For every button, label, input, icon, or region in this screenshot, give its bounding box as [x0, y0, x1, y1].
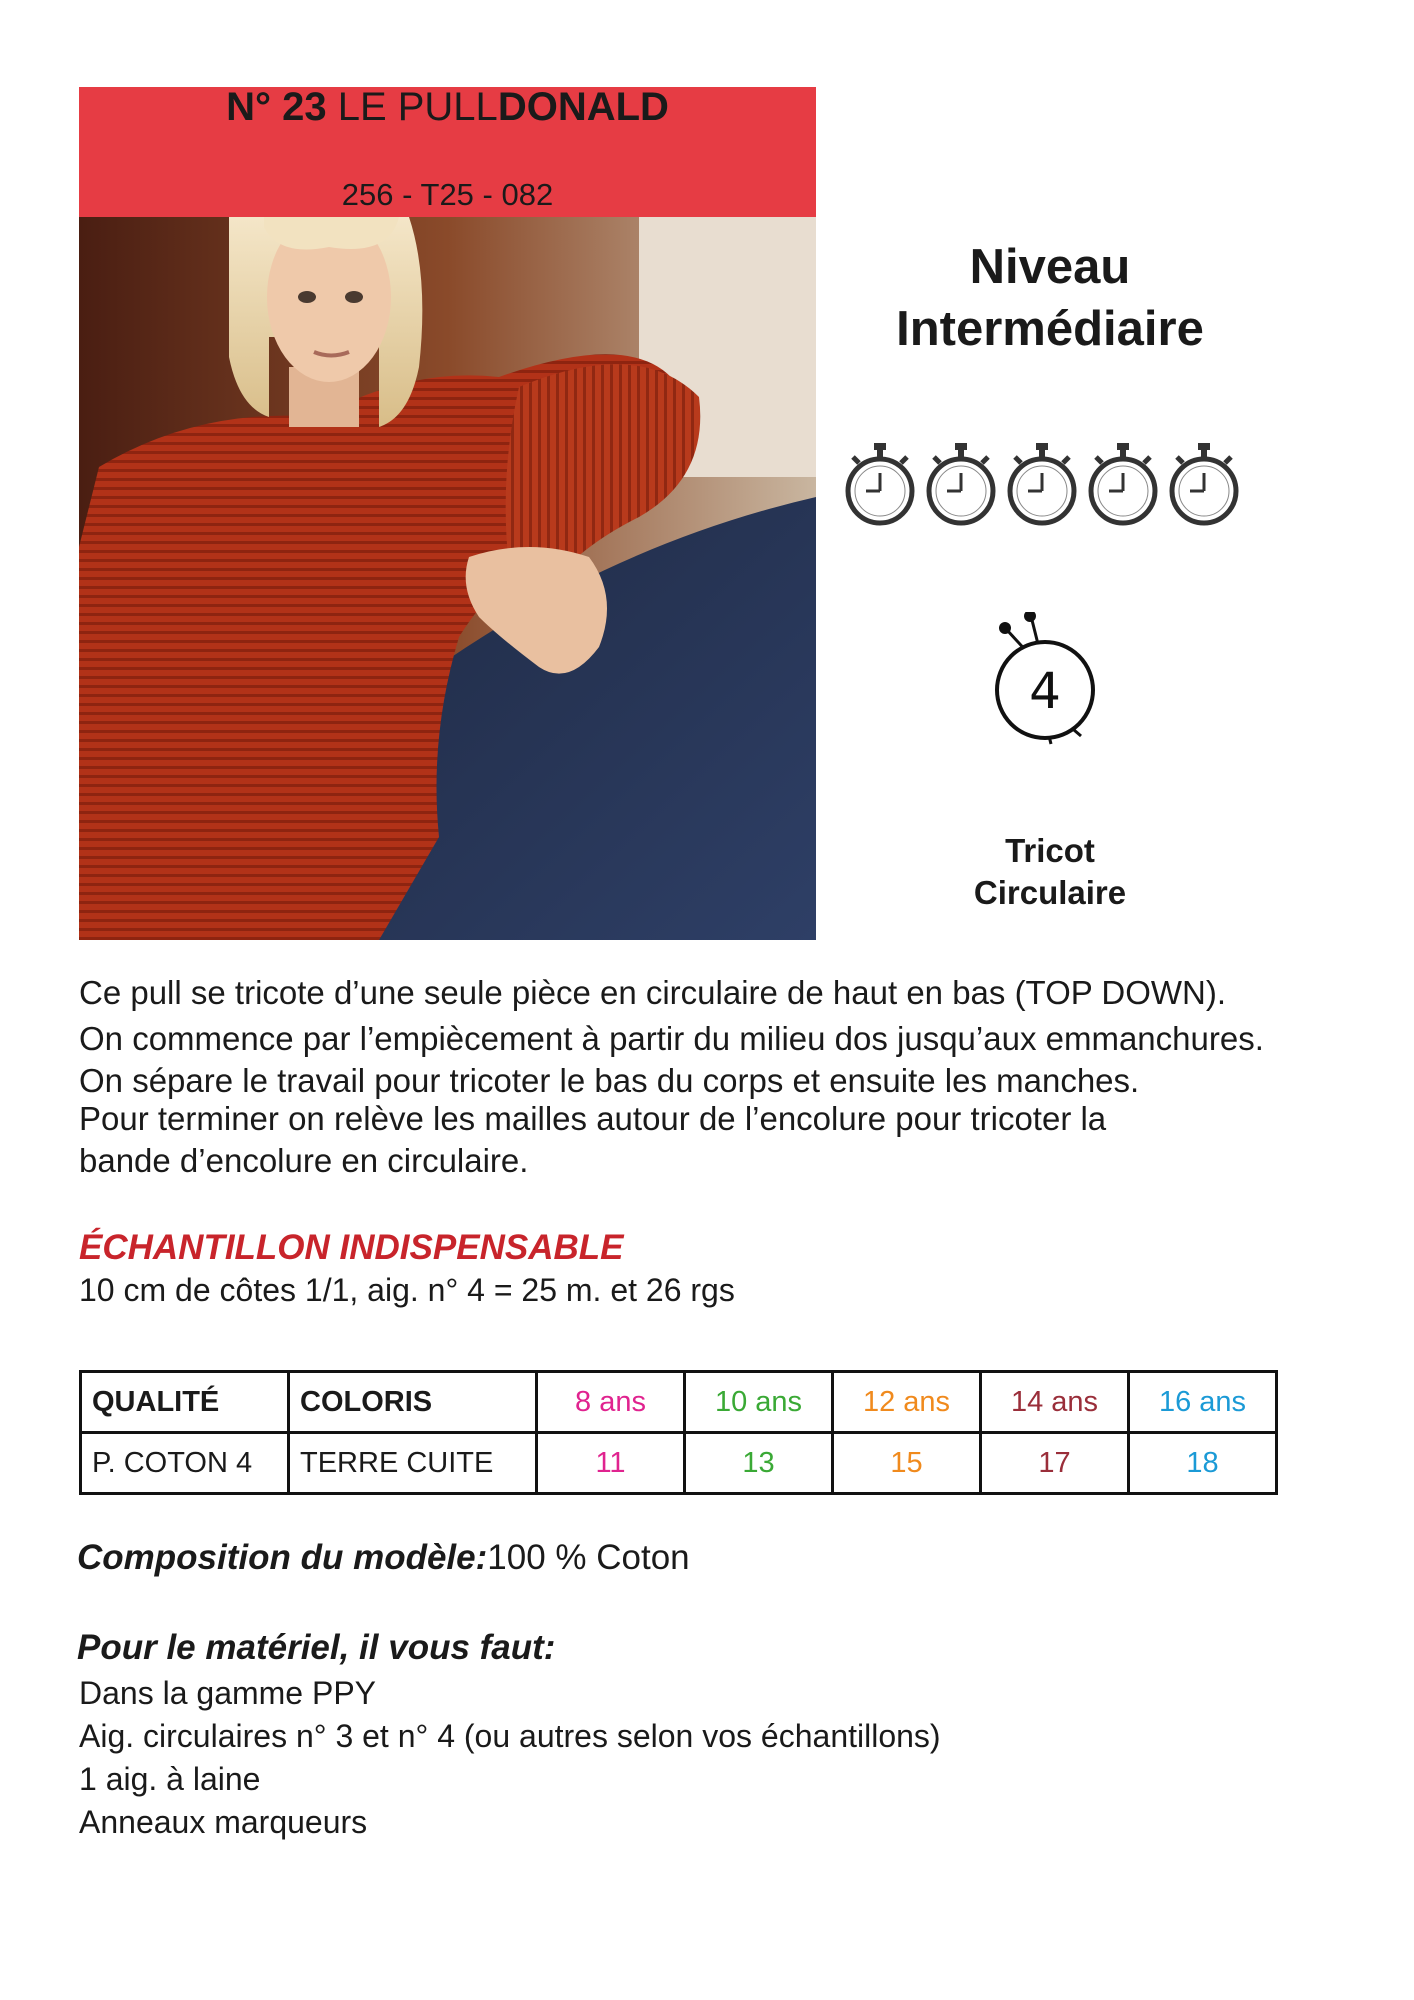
title-name: DONALD: [497, 85, 669, 129]
sample-text: 10 cm de côtes 1/1, aig. n° 4 = 25 m. et 26 rgs: [79, 1272, 735, 1308]
material-item: Dans la gamme PPY: [79, 1675, 377, 1711]
intro-line: On sépare le travail pour tricoter le bas du corps et ensuite les manches.: [79, 1062, 1140, 1099]
level-line1: Niveau: [969, 240, 1131, 294]
material-title: Pour le matériel, il vous faut:: [77, 1628, 556, 1667]
quantity-cell: 13: [685, 1433, 833, 1494]
size-header-cell: 12 ans: [833, 1372, 981, 1433]
composition-label: Composition du modèle:: [77, 1538, 488, 1577]
intro-line: Ce pull se tricote d’une seule pièce en circulaire de haut en bas (TOP DOWN).: [79, 974, 1227, 1011]
quantity-cell: 11: [537, 1433, 685, 1494]
stopwatch-icon: [843, 441, 917, 527]
intro-line: Pour terminer on relève les mailles autour de l’encolure pour tricoter la: [79, 1100, 1107, 1137]
size-header-cell: 14 ans: [981, 1372, 1129, 1433]
sample-title: ÉCHANTILLON INDISPENSABLE: [79, 1228, 624, 1267]
stopwatch-icon: [924, 441, 998, 527]
difficulty-timers: [843, 441, 1253, 531]
size-header-cell: 10 ans: [685, 1372, 833, 1433]
size-header-cell: 16 ans: [1129, 1372, 1277, 1433]
stopwatch-icon: [1167, 441, 1241, 527]
level-label: [850, 236, 1250, 360]
table-row: [81, 1433, 1277, 1494]
quantity-cell: 18: [1129, 1433, 1277, 1494]
sizes-table: [79, 1370, 1278, 1495]
quantity-cell: 17: [981, 1433, 1129, 1494]
needle-size-value: 4: [1029, 662, 1061, 720]
intro-text: [79, 972, 1399, 1182]
intro-line: On commence par l’empiècement à partir du milieu dos jusqu’aux emmanchures.: [79, 1020, 1264, 1057]
material-item: 1 aig. à laine: [79, 1761, 261, 1797]
quantity-cell: 15: [833, 1433, 981, 1494]
model-photo: [79, 217, 816, 940]
needle-size-icon: [985, 612, 1105, 747]
quality-cell: P. COTON 4: [81, 1433, 289, 1494]
level-line2: Intermédiaire: [896, 302, 1204, 356]
color-cell: TERRE CUITE: [289, 1433, 537, 1494]
table-header-row: [81, 1372, 1277, 1433]
technique-label: [850, 830, 1250, 914]
size-header-cell: 8 ans: [537, 1372, 685, 1433]
pattern-title: [79, 87, 816, 127]
material-item: Aig. circulaires n° 3 et n° 4 (ou autres selon vos échantillons): [79, 1718, 941, 1754]
pattern-reference: 256 - T25 - 082: [341, 177, 554, 212]
material-item: Anneaux marqueurs: [79, 1804, 368, 1840]
material-list: [79, 1672, 941, 1844]
composition-value: 100 % Coton: [487, 1538, 690, 1577]
table-header-cell: QUALITÉ: [81, 1372, 289, 1433]
table-header-cell: COLORIS: [289, 1372, 537, 1433]
technique-line1: Tricot: [1005, 832, 1095, 869]
pattern-number: N° 23: [226, 85, 327, 129]
stopwatch-icon: [1086, 441, 1160, 527]
title-banner: [79, 87, 816, 217]
composition: [77, 1538, 690, 1578]
technique-line2: Circulaire: [973, 874, 1127, 911]
title-prefix: LE PULL: [337, 85, 498, 129]
intro-line: bande d’encolure en circulaire.: [79, 1142, 529, 1179]
stopwatch-icon: [1005, 441, 1079, 527]
